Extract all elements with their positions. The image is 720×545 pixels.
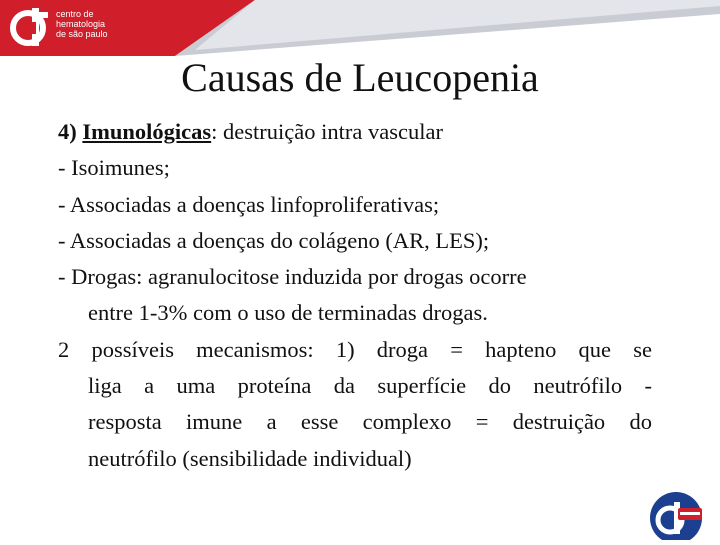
bullet-item: - Associadas a doenças linfoproliferativas; — [58, 191, 440, 217]
mechanism-line-continuation: liga a uma proteína da superfície do neutrófilo - — [88, 373, 652, 399]
bullet-item: - Isoimunes; — [58, 155, 170, 181]
slide-title: Causas de Leucopenia — [181, 55, 539, 100]
footer-logo-icon — [636, 488, 716, 540]
header-band — [0, 0, 720, 56]
item-term: Imunológicas — [82, 119, 212, 144]
item-number: 4) — [58, 119, 77, 144]
mechanism-line-continuation: resposta imune a esse complexo = destruição do — [88, 409, 652, 435]
header-band-graphic — [0, 0, 720, 56]
bullet-item: - Associadas a doenças do colágeno (AR, LES); — [58, 227, 490, 253]
logo-text-line: centro de — [56, 9, 94, 19]
slide-body — [58, 114, 652, 477]
mechanism-line: 2 possíveis mecanismos: 1) droga = hapteno que se — [58, 336, 652, 362]
logo-text-line: de são paulo — [56, 29, 108, 39]
item-rest: : destruição intra vascular — [211, 119, 443, 144]
mechanism-line-continuation: neutrófilo (sensibilidade individual) — [88, 445, 412, 471]
item-heading — [58, 114, 652, 150]
drug-line-continuation: entre 1-3% com o uso de terminadas drogas. — [88, 300, 488, 326]
logo-text-line: hematologia — [56, 19, 106, 29]
brand-logo-icon — [8, 4, 52, 48]
brand-logo-text — [56, 9, 108, 39]
drug-line: - Drogas: agranulocitose induzida por drogas ocorre — [58, 264, 527, 290]
